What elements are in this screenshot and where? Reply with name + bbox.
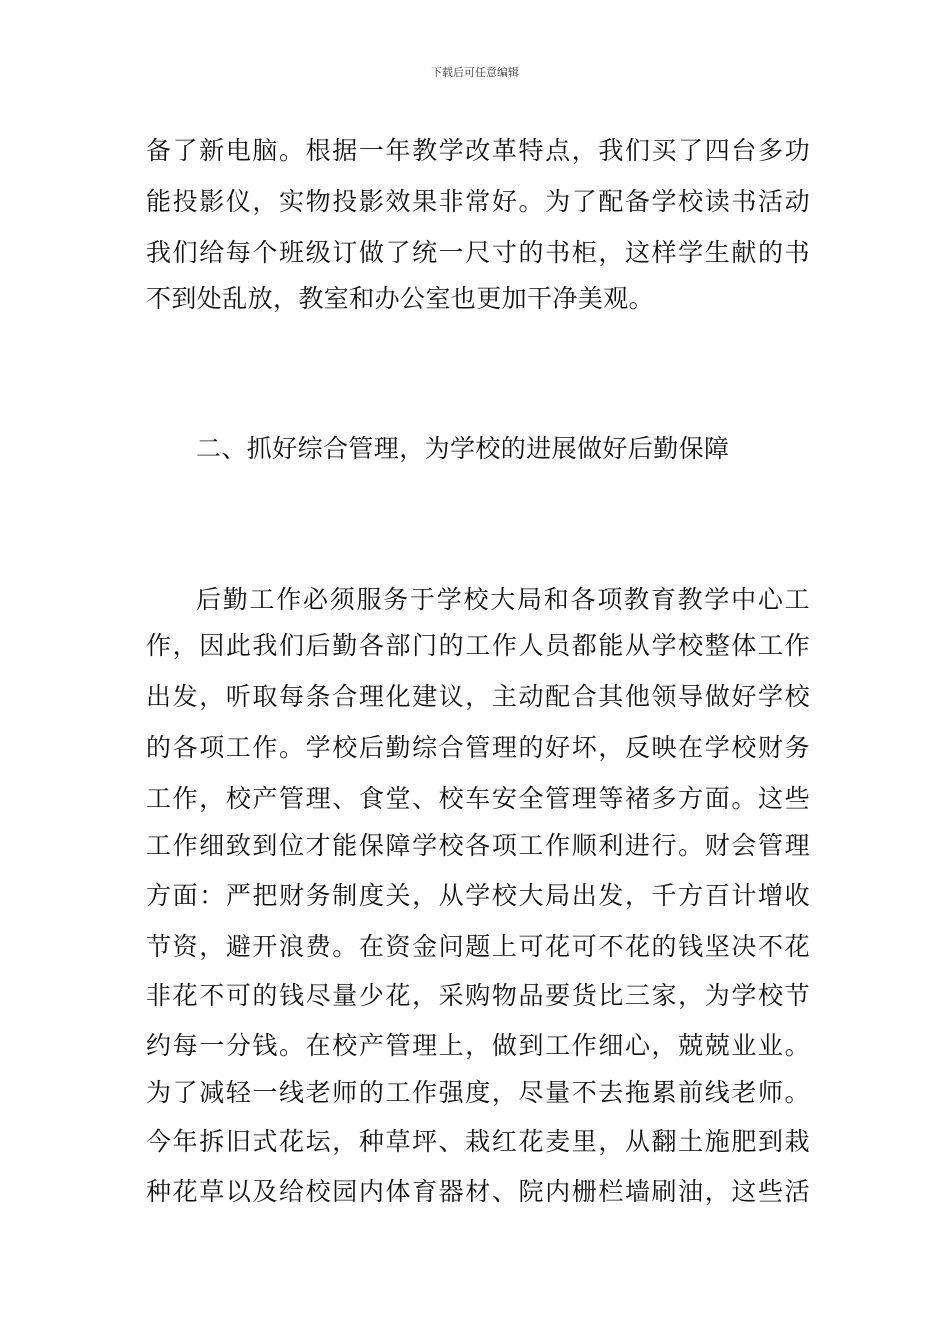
text-line: 能投影仪，实物投影效果非常好。为了配备学校读书活动: [146, 187, 810, 216]
text-line: 作，因此我们后勤各部门的工作人员都能从学校整体工作: [146, 631, 810, 660]
text-line: 约每一分钱。在校产管理上，做到工作细心，兢兢业业。: [146, 1031, 810, 1060]
text-line: 后勤工作必须服务于学校大局和各项教育教学中心工: [196, 585, 810, 614]
text-line: 出发，听取每条合理化建议，主动配合其他领导做好学校: [146, 682, 810, 711]
text-line: 节资，避开浪费。在资金问题上可花可不花的钱坚决不花: [146, 932, 810, 961]
text-line: 方面：严把财务制度关，从学校大局出发，千方百计增收: [146, 881, 810, 910]
text-line: 今年拆旧式花坛，种草坪、栽红花麦里，从翻土施肥到栽: [146, 1127, 810, 1156]
text-line: 我们给每个班级订做了统一尺寸的书柜，这样学生献的书: [146, 238, 810, 267]
text-line: 为了减轻一线老师的工作强度，尽量不去拖累前线老师。: [146, 1078, 810, 1107]
text-line: 工作细致到位才能保障学校各项工作顺利进行。财会管理: [146, 831, 810, 860]
text-line: 工作，校产管理、食堂、校车安全管理等褚多方面。这些: [146, 784, 810, 813]
text-line: 不到处乱放，教室和办公室也更加干净美观。: [146, 284, 655, 313]
text-line: 的各项工作。学校后勤综合管理的好坏，反映在学校财务: [146, 733, 810, 762]
section-heading: 二、抓好综合管理，为学校的进展做好后勤保障: [196, 434, 730, 463]
text-line: 非花不可的钱尽量少花，采购物品要货比三家，为学校节: [146, 981, 810, 1010]
text-line: 备了新电脑。根据一年教学改革特点，我们买了四台多功: [146, 136, 810, 165]
page-header-note: 下载后可任意编辑: [431, 66, 519, 79]
text-line: 种花草以及给校园内体育器材、院内栅栏墙刷油，这些活: [146, 1177, 810, 1206]
